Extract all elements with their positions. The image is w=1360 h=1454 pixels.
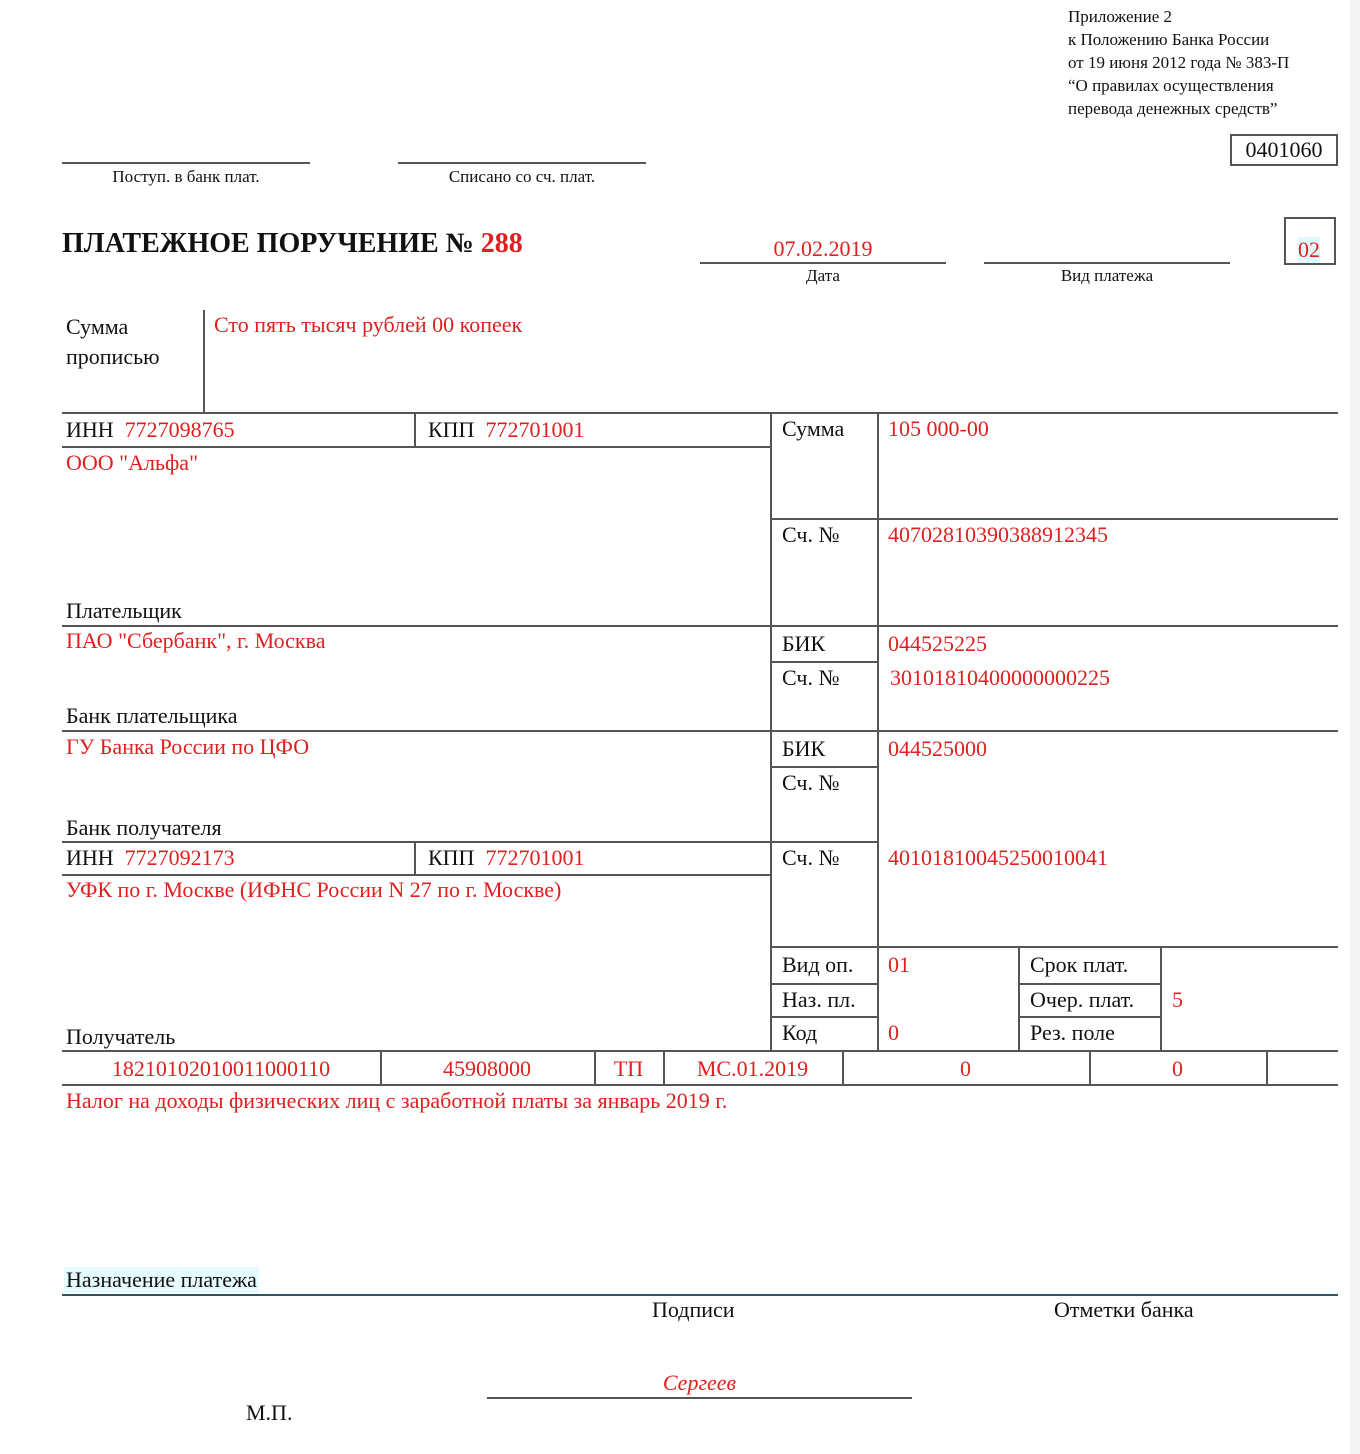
divider	[203, 310, 205, 412]
grid-line	[770, 766, 877, 768]
tax-period[interactable]: МС.01.2019	[696, 1056, 809, 1081]
payee-bank-name[interactable]: ГУ Банка России по ЦФО	[66, 734, 310, 759]
ocher-value[interactable]: 5	[1172, 987, 1183, 1012]
payee-bank-label: Банк получателя	[66, 815, 222, 840]
status-code-value: 02	[1298, 237, 1320, 262]
debited-label: Списано со сч. плат.	[448, 167, 596, 186]
payee-label: Получатель	[66, 1024, 176, 1049]
grid-line	[877, 412, 879, 1050]
appendix-line: перевода денежных средств”	[1068, 99, 1278, 118]
order-number: 288	[480, 228, 523, 259]
grid-line	[770, 1016, 877, 1018]
grid-line	[1160, 946, 1162, 1050]
payer-bank-name[interactable]: ПАО "Сбербанк", г. Москва	[66, 628, 326, 653]
payee-bank-bik-label: БИК	[782, 736, 826, 761]
payer-bank-account-label: Сч. №	[782, 665, 840, 690]
payee-kpp-field[interactable]	[428, 845, 584, 871]
purpose-text[interactable]: Налог на доходы физических лиц с заработной платы за январь 2019 г.	[66, 1088, 728, 1113]
srok-label: Срок плат.	[1030, 952, 1129, 977]
payer-inn-field[interactable]	[66, 417, 235, 443]
amount-words-value[interactable]: Сто пять тысяч рублей 00 копеек	[214, 312, 523, 337]
payee-bank-account-label: Сч. №	[782, 770, 840, 795]
grid-line	[1018, 946, 1020, 1050]
payer-inn-label: ИНН	[66, 417, 114, 442]
form-code-box: 0401060	[1230, 134, 1338, 166]
payer-kpp-field[interactable]	[428, 417, 584, 443]
amount-words-label-line: прописью	[66, 344, 160, 369]
tax-kbk[interactable]: 18210102010011000110	[111, 1056, 331, 1081]
page-edge	[1350, 0, 1360, 1454]
payee-inn-value: 7727092173	[124, 845, 235, 870]
payee-account-value[interactable]: 40101810045250010041	[888, 845, 1108, 870]
signatures-label: Подписи	[652, 1297, 735, 1322]
amount-words-label	[66, 312, 160, 372]
grid-line	[62, 412, 1338, 414]
kod-label: Код	[782, 1020, 818, 1045]
signer-signature[interactable]: Сергеев	[662, 1370, 737, 1395]
tax-doc-number[interactable]: 0	[960, 1056, 971, 1081]
grid-line	[770, 946, 1338, 948]
received-line	[62, 162, 310, 164]
date-value[interactable]: 07.02.2019	[773, 236, 873, 261]
payer-kpp-label: КПП	[428, 417, 475, 442]
appendix-line: к Положению Банка России	[1068, 30, 1270, 49]
payer-bank-bik-label: БИК	[782, 631, 826, 656]
appendix-line: Приложение 2	[1068, 7, 1172, 26]
grid-line	[414, 841, 416, 874]
purpose-label: Назначение платежа	[66, 1267, 257, 1292]
grid-line	[62, 841, 877, 843]
tax-basis[interactable]: ТП	[613, 1056, 644, 1081]
grid-line	[62, 625, 1338, 627]
payment-type-line	[984, 262, 1230, 264]
payee-kpp-label: КПП	[428, 845, 475, 870]
payee-kpp-value: 772701001	[485, 845, 585, 870]
payer-kpp-value: 772701001	[485, 417, 585, 442]
amount-words-label-line: Сумма	[66, 314, 129, 339]
naz-pl-label: Наз. пл.	[782, 987, 856, 1012]
signature-line	[487, 1397, 912, 1399]
grid-line	[770, 412, 772, 1050]
debited-line	[398, 162, 646, 164]
vid-op-label: Вид оп.	[782, 952, 854, 977]
grid-line	[1018, 1016, 1160, 1018]
payment-type-label: Вид платежа	[1060, 266, 1154, 285]
grid-line	[1266, 1050, 1268, 1084]
payer-label: Плательщик	[66, 598, 182, 623]
grid-line	[62, 874, 770, 876]
payer-bank-bik-value[interactable]: 044525225	[888, 631, 987, 656]
title-text: ПЛАТЕЖНОЕ ПОРУЧЕНИЕ №	[62, 228, 474, 259]
grid-line	[1018, 983, 1160, 985]
appendix-line: “О правилах осуществления	[1068, 76, 1274, 95]
kod-value[interactable]: 0	[888, 1020, 899, 1045]
grid-line	[62, 1050, 1338, 1052]
date-label: Дата	[806, 266, 840, 285]
grid-line	[62, 1084, 1338, 1086]
payer-account-value[interactable]: 40702810390388912345	[888, 522, 1108, 547]
payer-bank-label: Банк плательщика	[66, 703, 238, 728]
amount-value[interactable]: 105 000-00	[888, 416, 989, 441]
bank-marks-label: Отметки банка	[1054, 1297, 1194, 1322]
payee-bank-bik-value[interactable]: 044525000	[888, 736, 987, 761]
payee-inn-field[interactable]	[66, 845, 235, 871]
grid-line	[62, 730, 1338, 732]
grid-line	[770, 661, 877, 663]
tax-doc-date[interactable]: 0	[1172, 1056, 1183, 1081]
date-line	[700, 262, 946, 264]
rez-label: Рез. поле	[1030, 1020, 1115, 1045]
grid-line	[62, 446, 770, 448]
tax-oktmo[interactable]: 45908000	[443, 1056, 531, 1081]
payer-inn-value: 7727098765	[124, 417, 235, 442]
payee-inn-label: ИНН	[66, 845, 114, 870]
payee-account-label: Сч. №	[782, 845, 840, 870]
status-code-box[interactable]	[1284, 217, 1336, 265]
page-title	[62, 228, 523, 260]
received-label: Поступ. в банк плат.	[112, 167, 260, 186]
grid-line	[770, 518, 1338, 520]
payer-account-label: Сч. №	[782, 522, 840, 547]
amount-label: Сумма	[782, 416, 845, 441]
grid-line	[770, 983, 877, 985]
payee-name[interactable]: УФК по г. Москве (ИФНС России N 27 по г. Москве)	[66, 877, 562, 902]
ocher-label: Очер. плат.	[1030, 987, 1135, 1012]
purpose-line	[62, 1294, 1338, 1296]
payer-name[interactable]: ООО "Альфа"	[66, 450, 199, 475]
appendix-note	[1068, 5, 1289, 120]
payer-bank-account-value[interactable]: 30101810400000000225	[890, 665, 1110, 690]
appendix-line: от 19 июня 2012 года № 383-П	[1068, 53, 1290, 72]
stamp-label: М.П.	[246, 1400, 293, 1425]
grid-line	[414, 412, 416, 446]
vid-op-value[interactable]: 01	[888, 952, 910, 977]
